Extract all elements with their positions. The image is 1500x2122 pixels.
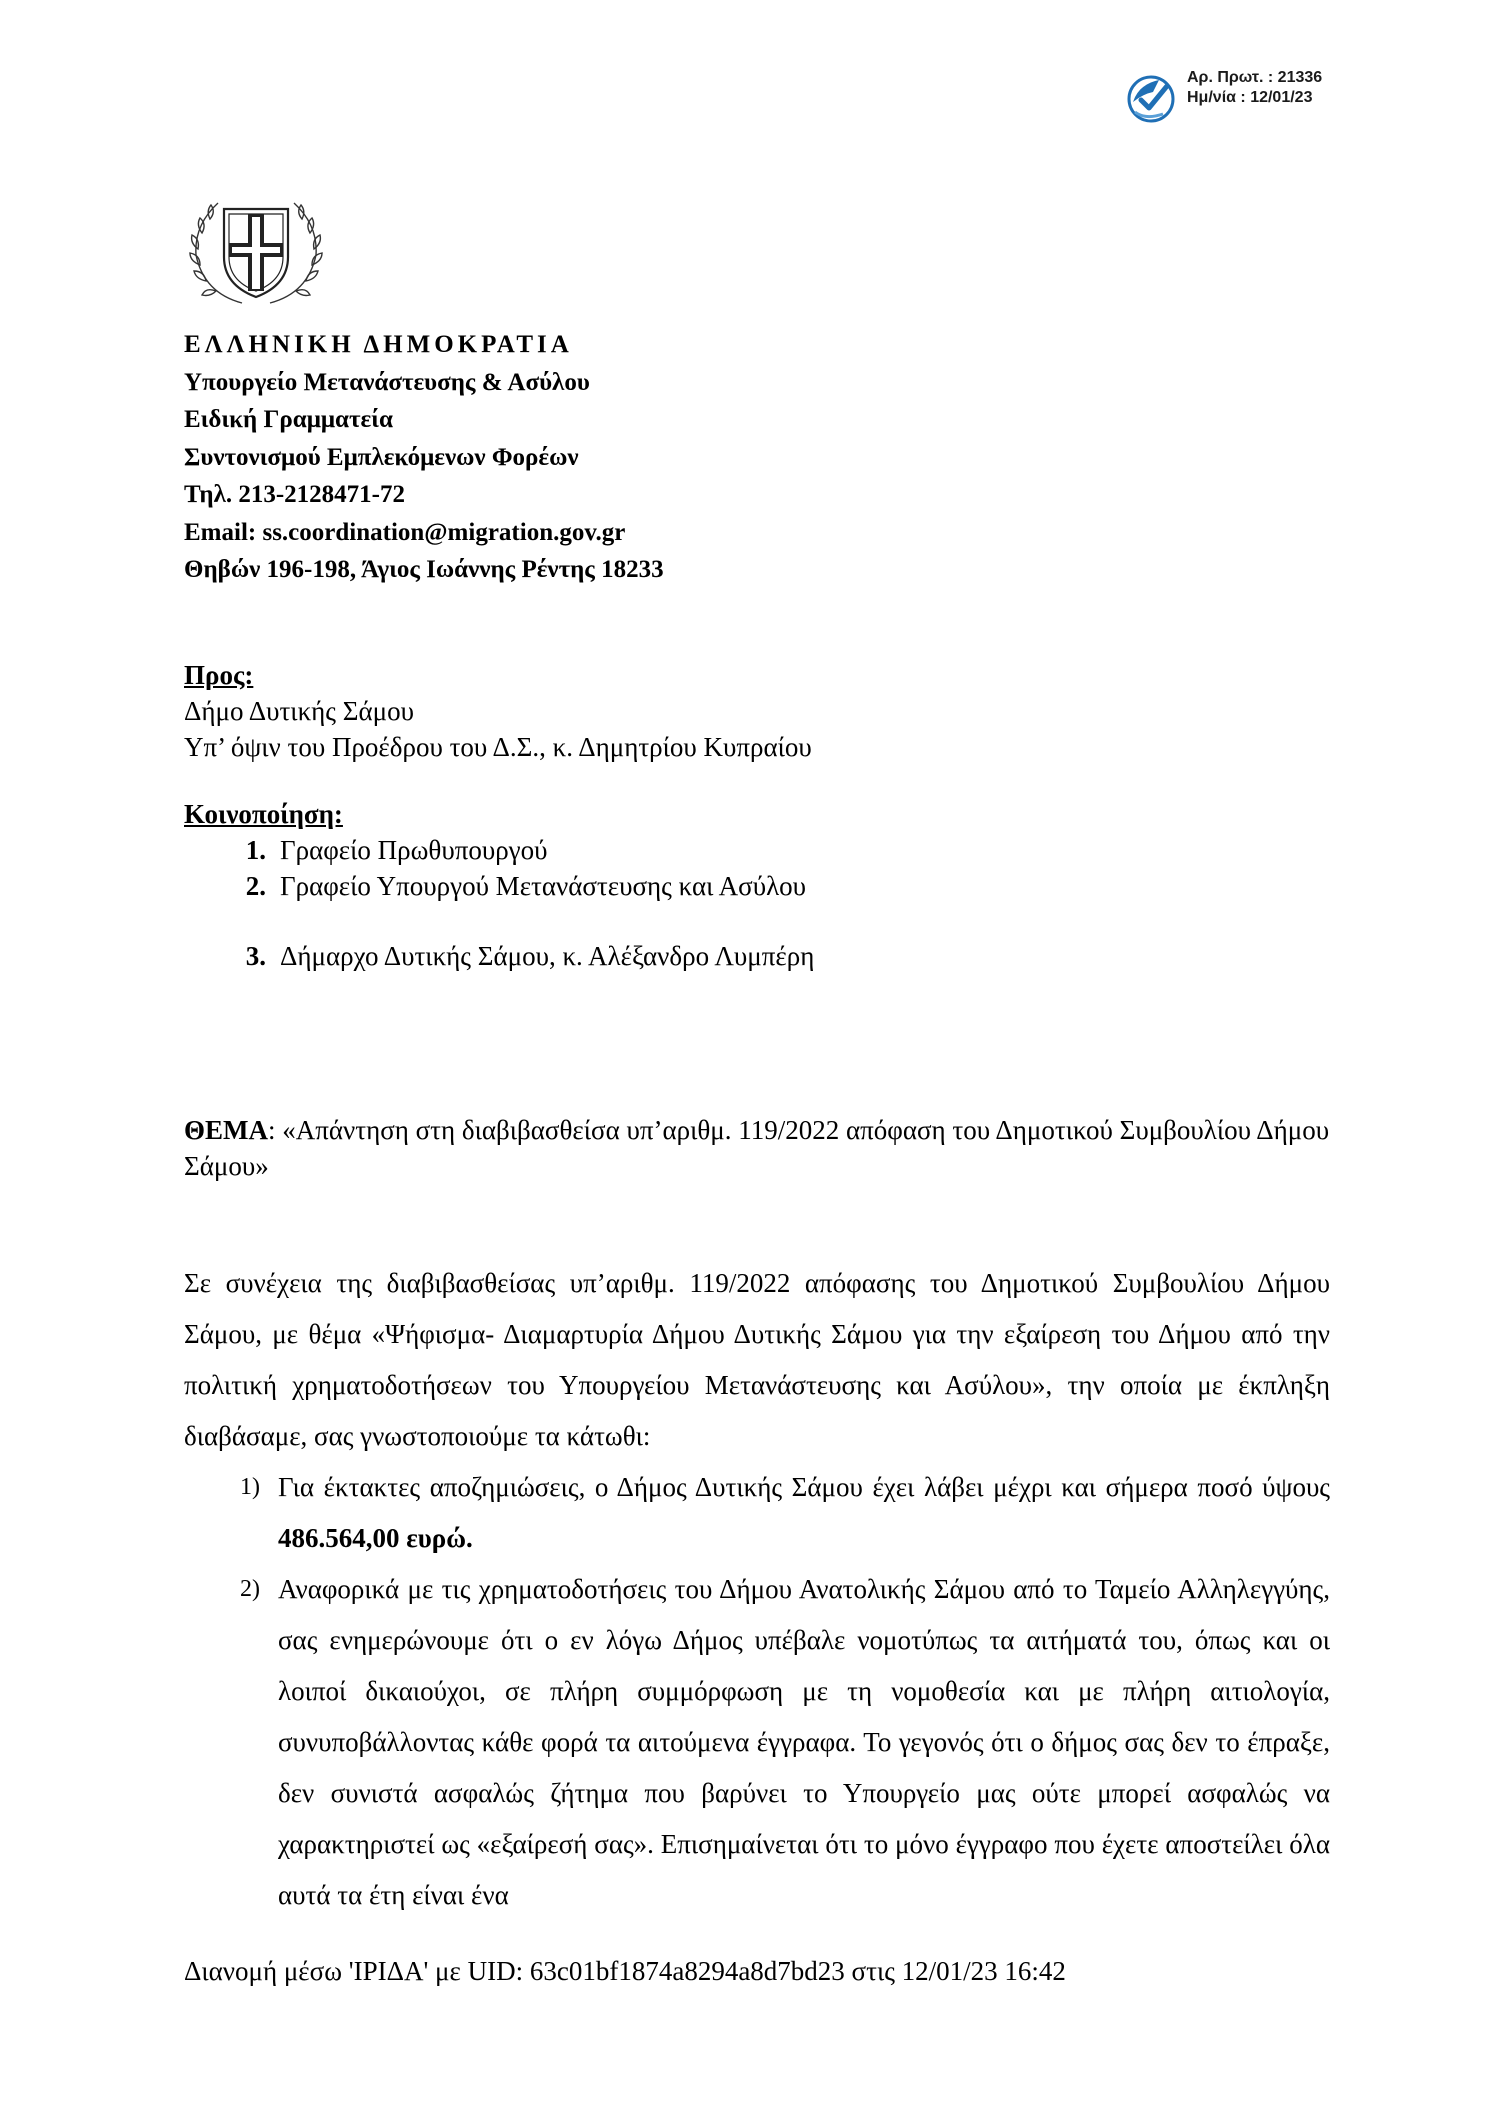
recipient-label: Προς: — [184, 660, 254, 690]
numbered-item — [184, 1462, 1330, 1564]
cc-item — [184, 938, 814, 974]
protocol-date: Ημ/νία : 12/01/23 — [1187, 89, 1313, 106]
item-number: 2) — [240, 1576, 260, 1602]
cc-list — [184, 832, 814, 974]
item-2-text: Αναφορικά με τις χρηματοδοτήσεις του Δήμου Ανατολικής Σάμου από το Ταμείο Αλληλεγγύης, σας ενημερώνουμε ότι ο εν λόγω Δήμος υπέβαλε νομοτύπως τα αιτήματά του, όπως και οι λοιποί δικαιούχοι, σε πλήρη συμμόρφωση με τη νομοθεσία και με πλήρη αιτιολογία, συνυποβάλλοντας κάθε φορά τα αιτούμενα έγγραφα. Το γεγονός ότι ο δήμος σας δεν το έπραξε, δεν συνιστά ασφαλώς ζήτημα που βαρύνει το Υπουργείο μας ούτε μπορεί ασφαλώς να χαρακτηριστεί ως «εξαίρεσή σας». Επισημαίνεται ότι το μόνο έγγραφο που έχετε αποστείλει όλα αυτά τα έτη είναι ένα — [278, 1574, 1330, 1910]
cc-item — [184, 868, 814, 904]
item-text — [278, 1462, 1330, 1564]
cc-item — [184, 832, 814, 868]
protocol-stamp — [1125, 68, 1322, 124]
cc-label: Κοινοποίηση: — [184, 799, 343, 829]
cc-item-number: 1. — [245, 835, 266, 865]
address-line: Θηβών 196-198, Άγιος Ιωάννης Ρέντης 18233 — [184, 556, 664, 583]
recipient-line-1: Δήμο Δυτικής Σάμου — [184, 696, 414, 726]
iris-check-logo-icon — [1125, 72, 1177, 124]
distribution-footer: Διανομή μέσω 'ΙΡΙΔΑ' με UID: 63c01bf1874a8294a8d7bd23 στις 12/01/23 16:42 — [184, 1956, 1066, 1986]
item-1-text: Για έκτακτες αποζημιώσεις, ο Δήμος Δυτικής Σάμου έχει λάβει μέχρι και σήμερα ποσό ύψους — [278, 1472, 1330, 1502]
sender-header — [184, 326, 664, 589]
subject-line — [184, 1112, 1334, 1184]
recipient-block — [184, 657, 812, 765]
cc-item-number: 3. — [245, 941, 266, 971]
phone-line: Τηλ. 213-2128471-72 — [184, 481, 406, 508]
item-1-amount: 486.564,00 ευρώ. — [278, 1523, 473, 1553]
secretariat-name: Ειδική Γραμματεία — [184, 406, 393, 433]
cc-item-number: 2. — [245, 871, 266, 901]
letter-body — [184, 1258, 1330, 1921]
protocol-number: Αρ. Πρωτ. : 21336 — [1187, 69, 1323, 86]
numbered-item — [184, 1564, 1330, 1921]
email-line: Email: ss.coordination@migration.gov.gr — [184, 518, 626, 546]
greek-coat-of-arms-icon — [184, 185, 328, 313]
item-number: 1) — [240, 1474, 260, 1500]
cc-item-text: Δήμαρχο Δυτικής Σάμου, κ. Αλέξανδρο Λυμπέρη — [280, 941, 815, 971]
intro-paragraph: Σε συνέχεια της διαβιβασθείσας υπ’αριθμ. 119/2022 απόφασης του Δημοτικού Συμβουλίου Δήμου Σάμου, με θέμα «Ψήφισμα- Διαμαρτυρία Δήμου Δυτικής Σάμου για την εξαίρεση του Δήμου από την πολιτική χρηματοδοτήσεων του Υπουργείου Μετανάστευσης και Ασύλου», την οποία με έκπληξη διαβάσαμε, σας γνωστοποιούμε τα κάτωθι: — [184, 1268, 1330, 1451]
cc-block — [184, 796, 814, 974]
recipient-line-2: Υπ’ όψιν του Προέδρου του Δ.Σ., κ. Δημητρίου Κυπραίου — [184, 732, 812, 762]
subject-label: ΘΕΜΑ — [184, 1115, 268, 1145]
cc-item-text: Γραφείο Πρωθυπουργού — [280, 835, 548, 865]
subject-text: : «Απάντηση στη διαβιβασθείσα υπ’αριθμ. 119/2022 απόφαση του Δημοτικού Συμβουλίου Δήμου Σάμου» — [184, 1115, 1330, 1181]
country-name: ΕΛΛΗΝΙΚΗ ΔΗΜΟΚΡΑΤΙΑ — [184, 331, 573, 358]
ministry-name: Υπουργείο Μετανάστευσης & Ασύλου — [184, 368, 590, 396]
cc-item-text: Γραφείο Υπουργού Μετανάστευσης και Ασύλου — [280, 871, 807, 901]
coordination-name: Συντονισμού Εμπλεκόμενων Φορέων — [184, 443, 579, 471]
